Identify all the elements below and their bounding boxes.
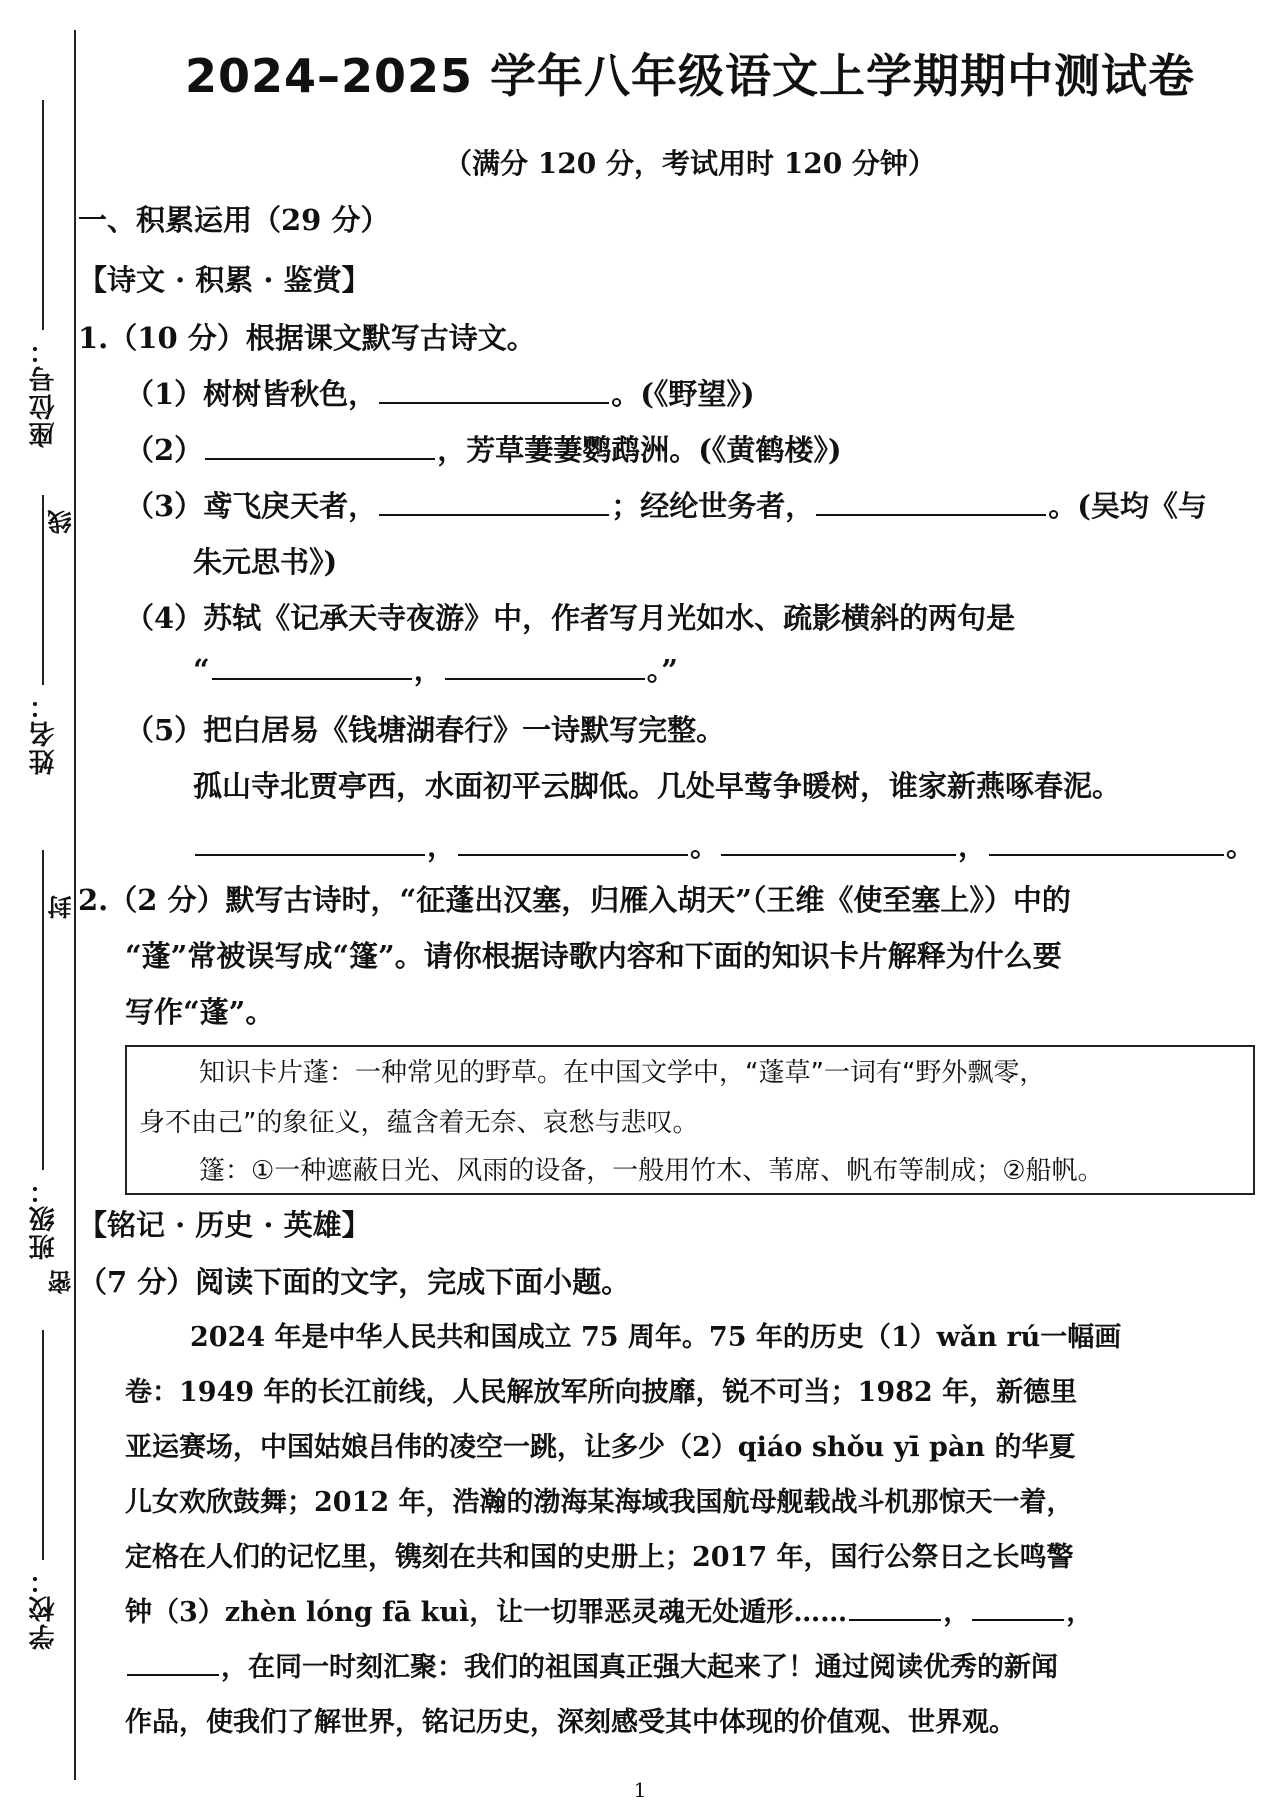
passage-line2: 卷：1949 年的长江前线，人民解放军所向披靡，锐不可当；1982 年，新德里: [125, 1377, 1078, 1408]
passage-line5: 定格在人们的记忆里，镌刻在共和国的史册上；2017 年，国行公祭日之长鸣警: [125, 1542, 1074, 1573]
q1-item1: [125, 374, 755, 414]
period: 。: [690, 829, 720, 863]
q3-stem: （7 分）阅读下面的文字，完成下面小题。: [78, 1265, 631, 1299]
cut-mark-seal: 封: [47, 895, 76, 919]
comma: ，: [413, 653, 443, 687]
block-heading-poetry: 【诗文 · 积累 · 鉴赏】: [78, 263, 371, 297]
card-line1: 知识卡片蓬：一种常见的野草。在中国文学中，“蓬草”一词有“野外飘零，: [199, 1058, 1046, 1088]
answer-blank[interactable]: [445, 652, 645, 680]
q1-item4: （4）苏轼《记承天寺夜游》中，作者写月光如水、疏影横斜的两句是: [125, 601, 1016, 635]
q1-item3-text-c: 。(吴均《与: [1048, 489, 1207, 523]
q1-item3: [125, 486, 1207, 526]
seat-field: [18, 100, 68, 454]
passage-line6: [125, 1593, 1093, 1633]
answer-blank[interactable]: [205, 432, 435, 460]
close-quote: 。”: [646, 653, 678, 687]
q2-line3: 写作“蓬”。: [125, 995, 275, 1029]
cut-mark-line: 线: [47, 510, 76, 534]
comma: ，: [1066, 1597, 1094, 1628]
school-write-line: [42, 1330, 44, 1560]
answer-blank[interactable]: [989, 828, 1224, 856]
q1-item5-poem: 孤山寺北贾亭西，水面初平云脚低。几处早莺争暖树，谁家新燕啄春泥。: [193, 769, 1122, 803]
card-line3: 篷：①一种遮蔽日光、风雨的设备，一般用竹木、苇席、帆布等制成；②船帆。: [199, 1156, 1104, 1186]
q1-item3-source: 朱元思书》): [193, 545, 338, 579]
answer-blank[interactable]: [127, 1648, 219, 1676]
section-heading: 一、积累运用（29 分）: [78, 203, 390, 237]
answer-blank[interactable]: [379, 488, 609, 516]
q1-item3-text-b: ；经纶世务者，: [611, 489, 815, 523]
answer-blank[interactable]: [458, 828, 688, 856]
exam-subtitle: （满分 120 分，考试用时 120 分钟）: [444, 147, 936, 180]
answer-blank[interactable]: [379, 376, 609, 404]
open-quote: “: [193, 653, 210, 687]
q1-item4-blanks: [193, 650, 678, 690]
q1-item2-text: ，芳草萋萋鹦鹉洲。(《黄鹤楼》): [437, 433, 842, 467]
passage-line7-text: ，在同一时刻汇聚：我们的祖国真正强大起来了！通过阅读优秀的新闻: [221, 1652, 1058, 1683]
q1-item1-source: 。(《野望》): [611, 377, 755, 411]
answer-blank[interactable]: [849, 1593, 941, 1621]
class-label: 班级：: [28, 1176, 59, 1260]
school-field: [18, 1330, 68, 1656]
period: 。: [1226, 829, 1256, 863]
comma: ，: [958, 829, 988, 863]
name-field: [18, 495, 68, 781]
knowledge-card: [125, 1045, 1255, 1195]
binding-cut-line: [74, 30, 76, 1780]
q1-item3-text-a: （3）鸢飞戾天者，: [125, 489, 378, 523]
comma: ，: [943, 1597, 971, 1628]
q1-item2: [125, 430, 842, 470]
answer-blank[interactable]: [212, 652, 412, 680]
page-number: 1: [633, 1778, 647, 1802]
passage-line7: [125, 1648, 1058, 1688]
q1-stem: 1.（10 分）根据课文默写古诗文。: [78, 321, 536, 355]
cut-mark-secret: 密: [47, 1270, 76, 1294]
answer-blank[interactable]: [972, 1593, 1064, 1621]
answer-blank[interactable]: [816, 488, 1046, 516]
passage-line4: 儿女欢欣鼓舞；2012 年，浩瀚的渤海某海域我国航母舰载战斗机那惊天一着，: [125, 1487, 1074, 1518]
q1-item5: （5）把白居易《钱塘湖春行》一诗默写完整。: [125, 713, 726, 747]
q1-item5-blanks: [193, 826, 1255, 866]
passage-line8: 作品，使我们了解世界，铭记历史，深刻感受其中体现的价值观、世界观。: [125, 1707, 1016, 1738]
q1-item2-number: （2）: [125, 433, 204, 467]
passage-line1: 2024 年是中华人民共和国成立 75 周年。75 年的历史（1）wǎn rú一幅画: [190, 1322, 1122, 1353]
card-line2: 身不由己”的象征义，蕴含着无奈、哀愁与悲叹。: [139, 1108, 699, 1138]
name-label: 姓名：: [28, 691, 59, 775]
q1-item1-text: （1）树树皆秋色，: [125, 377, 378, 411]
passage-line6-text: 钟（3）zhèn lóng fā kuì，让一切罪恶灵魂无处遁形……: [125, 1597, 848, 1628]
block-heading-history: 【铭记 · 历史 · 英雄】: [78, 1208, 371, 1242]
answer-blank[interactable]: [195, 828, 425, 856]
seat-write-line: [42, 100, 44, 330]
q2-line1: 2.（2 分）默写古诗时，“征蓬出汉塞，归雁入胡天”（王维《使至塞上》）中的: [78, 883, 1071, 917]
answer-blank[interactable]: [721, 828, 956, 856]
comma: ，: [427, 829, 457, 863]
seat-label: 座位号：: [28, 336, 59, 448]
passage-line3: 亚运赛场，中国姑娘吕伟的凌空一跳，让多少（2）qiáo shǒu yī pàn 的华夏: [125, 1432, 1076, 1463]
q2-line2: “蓬”常被误写成“篷”。请你根据诗歌内容和下面的知识卡片解释为什么要: [125, 939, 1062, 973]
exam-title: 2024–2025 学年八年级语文上学期期中测试卷: [184, 49, 1196, 103]
school-label: 学校：: [28, 1566, 59, 1650]
